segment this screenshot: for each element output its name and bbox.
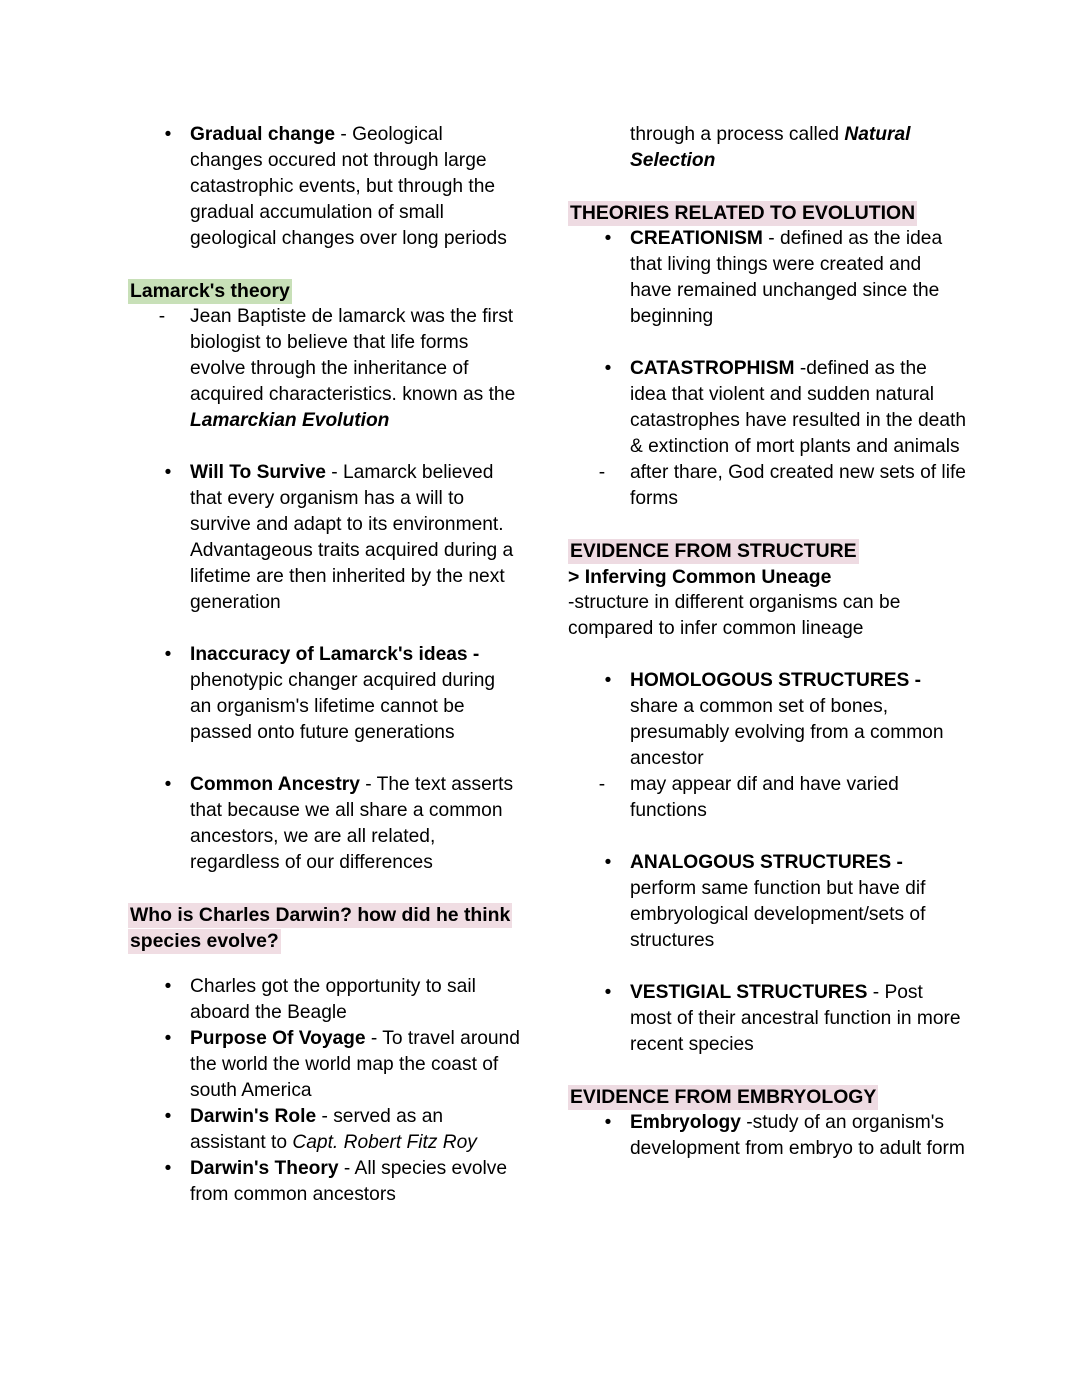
list-item-common-ancestry (128, 772, 520, 876)
list-item-may-appear-dif (568, 772, 968, 824)
body-lamarck-intro: Jean Baptiste de lamarck was the first biologist to believe that life forms evolve through the inheritance of acquired characteristics. known as the (190, 306, 516, 405)
spacer (128, 746, 520, 772)
creationism-list (568, 226, 968, 330)
spacer (568, 512, 968, 538)
spacer (128, 876, 520, 902)
dash-icon: - (158, 306, 166, 327)
term-common-ancestry: Common Ancestry (190, 774, 360, 795)
term-embryology: Embryology (630, 1112, 741, 1133)
heading-evidence-from-structure (568, 538, 968, 564)
heading-lamarcks-theory (128, 278, 520, 304)
bullet-icon: • (164, 1028, 172, 1049)
list-item-catastrophism (568, 356, 968, 460)
will-to-survive-list (128, 460, 520, 616)
bullet-icon: • (604, 852, 612, 873)
term-vestigial-structures: VESTIGIAL STRUCTURES (630, 982, 868, 1003)
body-may-appear-dif: may appear dif and have varied functions (630, 774, 899, 821)
bullet-icon: • (164, 644, 172, 665)
left-column (128, 122, 520, 1208)
spacer (568, 174, 968, 200)
vestigial-list (568, 980, 968, 1058)
body-will-to-survive: Lamarck believed that every organism has a will to survive and adapt to its environment. Advantageous traits acquired during a lifetime are then inherited by the next generation (190, 462, 514, 613)
emphasis-lamarckian-evolution: Lamarckian Evolution (190, 410, 390, 431)
bullet-icon: • (164, 462, 172, 483)
body-continuation: through a process called (630, 124, 845, 145)
separator: - (365, 1028, 383, 1049)
bullet-icon: • (164, 1158, 172, 1179)
term-darwins-role: Darwin's Role (190, 1106, 317, 1127)
body-darwins-role: served as an assistant to (190, 1106, 444, 1153)
list-item-analogous-structures (568, 850, 968, 954)
common-ancestry-list (128, 772, 520, 876)
separator: - (338, 1158, 355, 1179)
list-item-homologous-structures (568, 668, 968, 772)
list-item-vestigial-structures (568, 980, 968, 1058)
heading-evidence-from-embryology (568, 1084, 968, 1110)
separator: - (359, 774, 377, 795)
body-creationism: defined as the idea that living things were created and have remained unchanged since the beginning (630, 228, 943, 327)
dash-icon: - (598, 462, 606, 483)
term-will-to-survive: Will To Survive (190, 462, 326, 483)
term-purpose-of-voyage: Purpose Of Voyage (190, 1028, 366, 1049)
spacer (128, 954, 520, 974)
heading-who-is-charles-darwin (128, 902, 520, 954)
bullet-icon: • (604, 670, 612, 691)
list-item-embryology (568, 1110, 968, 1162)
spacer (128, 434, 520, 460)
heading-structure-text: EVIDENCE FROM STRUCTURE (570, 540, 857, 562)
separator: - (762, 228, 780, 249)
list-item-purpose-of-voyage (128, 1026, 520, 1104)
spacer (568, 330, 968, 356)
darwin-list (128, 974, 520, 1208)
list-item-darwins-role (128, 1104, 520, 1156)
body-common-ancestry: The text asserts that because we all share a common ancestors, we are all related, regardless of our differences (190, 774, 514, 873)
heading-theories-related-to-evolution (568, 200, 968, 226)
gradual-change-list (128, 122, 520, 252)
spacer (568, 642, 968, 668)
body-inaccuracy: phenotypic changer acquired during an organism's lifetime cannot be passed onto future generations (190, 670, 496, 743)
body-catastrophism: -defined as the idea that violent and sudden natural catastrophes have resulted in the death & extinction of mort plants and animals (630, 358, 967, 457)
spacer (128, 616, 520, 642)
separator: - (335, 124, 353, 145)
heading-lamarcks-theory-text: Lamarck's theory (130, 280, 290, 302)
emphasis-capt-robert-fitz-roy: Capt. Robert Fitz Roy (292, 1132, 477, 1153)
list-item-after-thare (568, 460, 968, 512)
body-homologous-structures: share a common set of bones, presumably evolving from a common ancestor (630, 696, 944, 769)
heading-theories-text: THEORIES RELATED TO EVOLUTION (570, 202, 916, 224)
body-purpose-of-voyage: To travel around the world the world map the coast of south America (190, 1028, 520, 1101)
spacer (568, 954, 968, 980)
inaccuracy-list (128, 642, 520, 746)
separator: - (316, 1106, 334, 1127)
spacer (128, 252, 520, 278)
list-item-lamarck-intro (128, 304, 520, 434)
bullet-icon: • (604, 228, 612, 249)
body-after-thare: after thare, God created new sets of life forms (630, 462, 966, 509)
bullet-icon: • (164, 976, 172, 997)
body-gradual-change: Geological changes occured not through large catastrophic events, but through the gradual accumulation of small geological changes over long periods (190, 124, 507, 249)
dash-icon: - (598, 774, 606, 795)
separator: - (867, 982, 885, 1003)
note-structure-comparison: -structure in different organisms can be compared to infer common lineage (568, 592, 901, 639)
analogous-list (568, 850, 968, 954)
list-item-inaccuracy (128, 642, 520, 746)
bullet-icon: • (164, 774, 172, 795)
subheading-inferring-common-lineage: > Inferving Common Uneage (568, 566, 832, 588)
bullet-icon: • (604, 358, 612, 379)
term-darwins-theory: Darwin's Theory (190, 1158, 339, 1179)
list-item-gradual-change (128, 122, 520, 252)
list-item-sail-beagle (128, 974, 520, 1026)
bullet-icon: • (604, 982, 612, 1003)
list-item-darwins-theory (128, 1156, 520, 1208)
catastrophism-list (568, 356, 968, 512)
list-item-creationism (568, 226, 968, 330)
body-analogous-structures: perform same function but have dif embryological development/sets of structures (630, 878, 926, 951)
bullet-icon: • (604, 1112, 612, 1133)
right-column (568, 122, 968, 1162)
emphasis-natural-selection: Natural Selection (630, 124, 911, 171)
body-sail-beagle: Charles got the opportunity to sail aboard the Beagle (190, 976, 476, 1023)
body-darwins-theory: All species evolve from common ancestors (190, 1158, 508, 1205)
separator: - (325, 462, 344, 483)
bullet-icon: • (164, 124, 172, 145)
continuation-natural-selection (568, 122, 968, 174)
homologous-list (568, 668, 968, 824)
bullet-icon: • (164, 1106, 172, 1127)
lamarck-intro-list (128, 304, 520, 434)
term-homologous-structures: HOMOLOGOUS STRUCTURES - (630, 670, 922, 691)
spacer (568, 824, 968, 850)
body-embryology: -study of an organism's development from embryo to adult form (630, 1112, 965, 1159)
term-analogous-structures: ANALOGOUS STRUCTURES - (630, 852, 903, 873)
term-creationism: CREATIONISM (630, 228, 763, 249)
heading-embryology-text: EVIDENCE FROM EMBRYOLOGY (570, 1086, 877, 1108)
term-inaccuracy: Inaccuracy of Lamarck's ideas - (190, 644, 480, 665)
spacer (568, 1058, 968, 1084)
embryology-list (568, 1110, 968, 1162)
heading-who-is-charles-darwin-text: Who is Charles Darwin? how did he think species evolve? (130, 904, 511, 952)
list-item-will-to-survive (128, 460, 520, 616)
term-gradual-change: Gradual change (190, 124, 336, 145)
body-vestigial-structures: Post most of their ancestral function in more recent species (630, 982, 961, 1055)
term-catastrophism: CATASTROPHISM (630, 358, 795, 379)
